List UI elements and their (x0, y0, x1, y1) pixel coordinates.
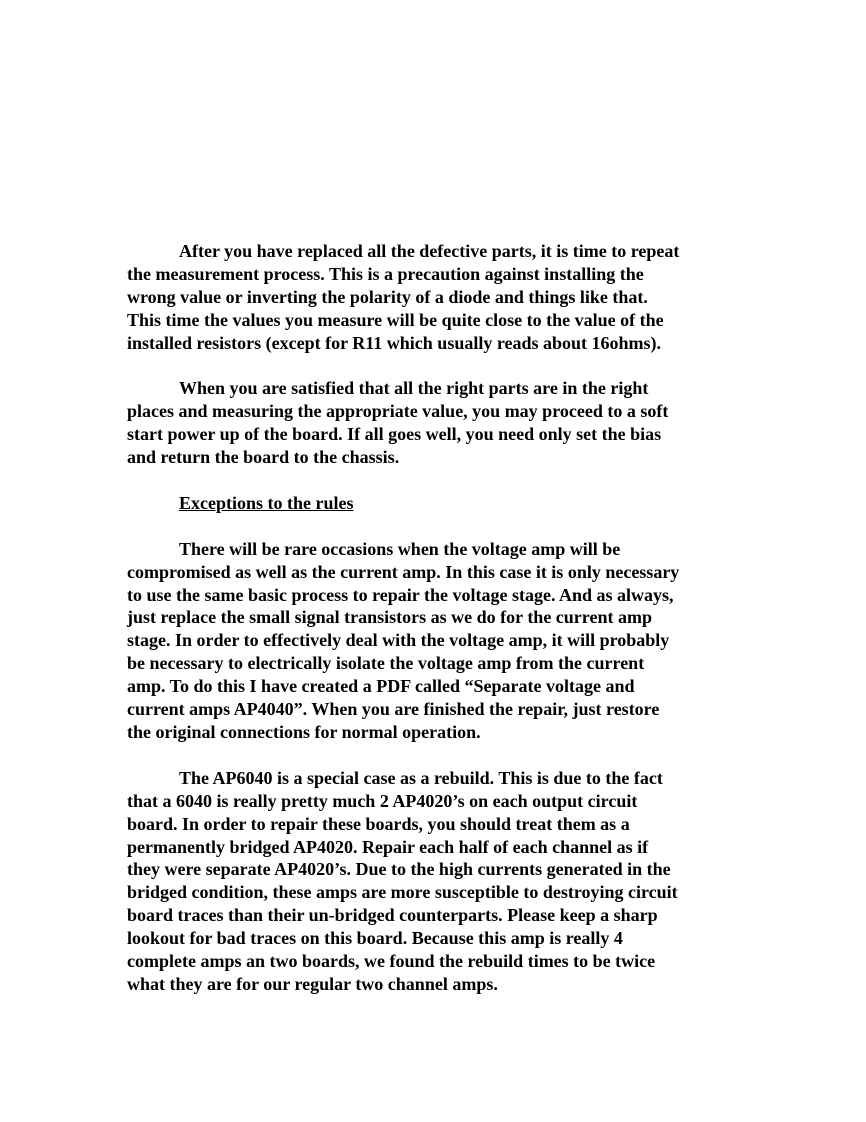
paragraph-line: lookout for bad traces on this board. Because this amp is really 4 (127, 928, 623, 949)
paragraph-ap6040 (127, 767, 752, 996)
paragraph-line: board. In order to repair these boards, you should treat them as a (127, 813, 630, 834)
paragraph-line: what they are for our regular two channel amps. (127, 973, 498, 994)
body-text (127, 240, 752, 1019)
paragraph-line: compromised as well as the current amp. In this case it is only necessary (127, 561, 680, 582)
paragraph-line: current amps AP4040”. When you are finished the repair, just restore (127, 699, 660, 720)
paragraph-line: wrong value or inverting the polarity of a diode and things like that. (127, 286, 648, 307)
paragraph-line: they were separate AP4020’s. Due to the high currents generated in the (127, 859, 671, 880)
paragraph-line: bridged condition, these amps are more susceptible to destroying circuit (127, 882, 678, 903)
paragraph-line: amp. To do this I have created a PDF called “Separate voltage and (127, 676, 635, 697)
paragraph-line: When you are satisfied that all the right parts are in the right (179, 378, 649, 399)
paragraph-line: stage. In order to effectively deal with the voltage amp, it will probably (127, 630, 670, 651)
paragraph-line: installed resistors (except for R11 which usually reads about 16ohms). (127, 332, 662, 353)
paragraph-line: the measurement process. This is a precaution against installing the (127, 263, 644, 284)
paragraph-line: There will be rare occasions when the voltage amp will be (179, 538, 621, 559)
paragraph-line: complete amps an two boards, we found the rebuild times to be twice (127, 951, 656, 972)
section-heading-text: Exceptions to the rules (179, 492, 354, 513)
paragraph-line: to use the same basic process to repair the voltage stage. And as always, (127, 584, 674, 605)
paragraph-line: just replace the small signal transistors as we do for the current amp (127, 607, 652, 628)
paragraph-line: The AP6040 is a special case as a rebuild. This is due to the fact (179, 767, 663, 788)
paragraph-line: be necessary to electrically isolate the voltage amp from the current (127, 653, 645, 674)
paragraph-line: board traces than their un-bridged counterparts. Please keep a sharp (127, 905, 658, 926)
paragraph-line: places and measuring the appropriate value, you may proceed to a soft (127, 401, 669, 422)
paragraph-line: and return the board to the chassis. (127, 447, 400, 468)
paragraph-line: permanently bridged AP4020. Repair each half of each channel as if (127, 836, 649, 857)
paragraph-line: the original connections for normal operation. (127, 721, 481, 742)
paragraph-line: that a 6040 is really pretty much 2 AP4020’s on each output circuit (127, 790, 638, 811)
section-heading (127, 492, 752, 515)
paragraph-line: start power up of the board. If all goes well, you need only set the bias (127, 424, 662, 445)
paragraph-soft-start (127, 377, 752, 469)
paragraph-line: This time the values you measure will be quite close to the value of the (127, 309, 664, 330)
paragraph-voltage-amp (127, 538, 752, 744)
paragraph-line: After you have replaced all the defective parts, it is time to repeat (179, 241, 680, 261)
paragraph-replaced-parts (127, 240, 752, 355)
